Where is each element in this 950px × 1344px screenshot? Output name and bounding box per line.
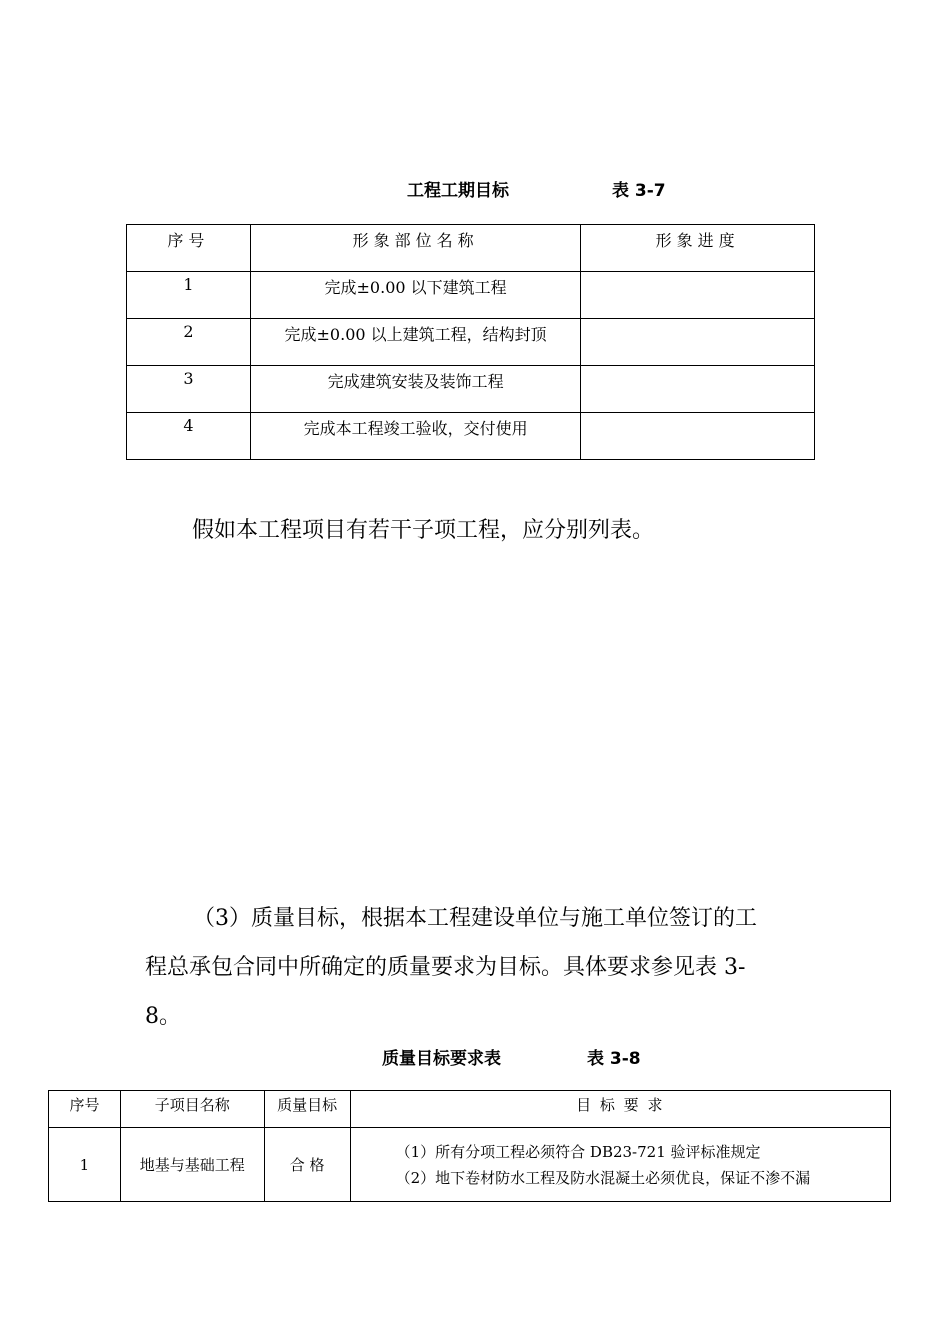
row-part-name: 完成本工程竣工验收，交付使用 [250, 413, 581, 460]
row-quality-target: 合 格 [264, 1128, 350, 1202]
header-requirements: 目 标 要 求 [350, 1091, 890, 1128]
row-progress [581, 319, 815, 366]
table-row [127, 413, 815, 460]
header-quality-target: 质量目标 [264, 1091, 350, 1128]
table-row [127, 319, 815, 366]
quality-target-table [48, 1090, 891, 1202]
row-subproject-name: 地基与基础工程 [120, 1128, 264, 1202]
requirement-item: （1）所有分项工程必须符合 DB23-721 验评标准规定 [395, 1142, 761, 1161]
row-no: 4 [127, 413, 251, 460]
table1-caption: 工程工期目标 [407, 181, 509, 201]
row-progress [581, 366, 815, 413]
paragraph-line: 8。 [145, 1004, 181, 1029]
table1-number: 表 3-7 [612, 181, 666, 201]
paragraph-line: 程总承包合同中所确定的质量要求为目标。具体要求参见表 3- [145, 955, 746, 980]
row-part-name: 完成±0.00 以下建筑工程 [250, 272, 581, 319]
row-progress [581, 413, 815, 460]
quality-target-paragraph [145, 894, 825, 1041]
row-no: 1 [127, 272, 251, 319]
table-row [127, 366, 815, 413]
header-progress: 形象进度 [581, 225, 815, 272]
table2-number: 表 3-8 [587, 1049, 641, 1069]
row-no: 2 [127, 319, 251, 366]
row-part-name: 完成建筑安装及装饰工程 [250, 366, 581, 413]
requirement-item: （2）地下卷材防水工程及防水混凝土必须优良，保证不渗不漏 [395, 1168, 811, 1187]
paragraph-line: （3）质量目标，根据本工程建设单位与施工单位签订的工 [193, 906, 757, 931]
header-no: 序号 [49, 1091, 121, 1128]
header-subproject-name: 子项目名称 [120, 1091, 264, 1128]
row-progress [581, 272, 815, 319]
row-part-name: 完成±0.00 以上建筑工程，结构封顶 [250, 319, 581, 366]
row-no: 1 [49, 1128, 121, 1202]
table-header-row [127, 225, 815, 272]
row-no: 3 [127, 366, 251, 413]
schedule-target-table [126, 224, 815, 460]
table-row [49, 1128, 891, 1202]
table2-caption: 质量目标要求表 [382, 1049, 501, 1069]
subproject-note: 假如本工程项目有若干子项工程，应分别列表。 [192, 518, 655, 543]
table-header-row [49, 1091, 891, 1128]
table-row [127, 272, 815, 319]
row-requirements [350, 1128, 890, 1202]
header-part-name: 形象部位名称 [250, 225, 581, 272]
header-no: 序号 [127, 225, 251, 272]
